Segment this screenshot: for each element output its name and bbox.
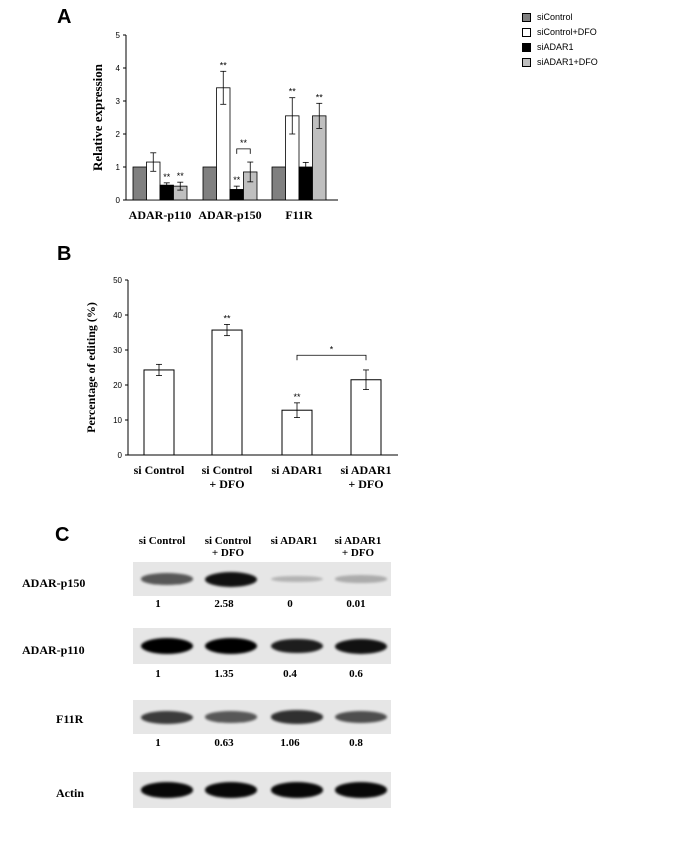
legend-label: siADAR1 — [537, 42, 574, 52]
blot-quant: 1 — [155, 668, 161, 680]
legend-label: siADAR1+DFO — [537, 57, 598, 67]
blot-band — [205, 638, 257, 654]
y-tick-label: 5 — [115, 31, 120, 40]
legend-label: siControl — [537, 12, 573, 22]
blot-band — [141, 573, 193, 585]
blot-row-label: ADAR-p110 — [22, 643, 85, 657]
significance-stars: ** — [163, 171, 171, 182]
significance-stars: ** — [315, 92, 323, 103]
y-tick-label: 3 — [115, 97, 120, 106]
blot-band — [335, 575, 387, 582]
blot-band — [335, 782, 387, 798]
y-tick-label: 50 — [113, 276, 122, 285]
y-axis-label: Relative expression — [90, 64, 105, 171]
y-tick-label: 1 — [115, 163, 120, 172]
blot-quant: 2.58 — [214, 598, 234, 610]
y-tick-label: 30 — [113, 346, 122, 355]
x-category-label: + DFO — [209, 477, 245, 491]
blot-row-label: ADAR-p150 — [22, 576, 86, 590]
y-tick-label: 2 — [115, 130, 120, 139]
blot-quant: 0.01 — [346, 598, 366, 610]
significance-stars: ** — [293, 391, 301, 402]
y-tick-label: 10 — [113, 416, 122, 425]
x-category-label: F11R — [285, 208, 313, 222]
legend-label: siControl+DFO — [537, 27, 597, 37]
blot-quant: 1.06 — [280, 737, 300, 749]
blot-band — [205, 782, 257, 798]
panel-label-c: C — [55, 524, 70, 546]
blot-band — [141, 782, 193, 798]
blot-row-label: Actin — [56, 786, 84, 800]
blot-band — [271, 782, 323, 798]
y-tick-label: 20 — [113, 381, 122, 390]
blot-band — [271, 639, 323, 654]
blot-quant: 0.4 — [283, 668, 297, 680]
x-category-label: si Control — [201, 463, 253, 477]
x-category-label: si Control — [133, 463, 185, 477]
blot-strip — [133, 700, 391, 734]
y-tick-label: 0 — [115, 196, 120, 205]
significance-stars: ** — [223, 313, 231, 324]
significance-stars: ** — [233, 175, 241, 186]
y-tick-label: 0 — [117, 451, 122, 460]
significance-stars: ** — [288, 86, 296, 97]
panel-label-a: A — [57, 6, 72, 28]
blot-strip — [133, 628, 391, 664]
panel-label-b: B — [57, 243, 72, 265]
significance-stars: ** — [239, 137, 248, 148]
y-axis-label: Percentage of editing (%) — [84, 302, 98, 433]
blot-quant: 0.6 — [349, 668, 363, 680]
blot-quant: 0 — [287, 598, 293, 610]
blot-column-header: si Control — [138, 535, 186, 547]
blot-quant: 1.35 — [214, 668, 234, 680]
blot-column-header: si ADAR1 — [270, 535, 318, 547]
blot-quant: 0.8 — [349, 737, 363, 749]
x-category-label: si ADAR1 — [271, 463, 323, 477]
blot-band — [205, 572, 257, 587]
blot-band — [205, 711, 257, 723]
blot-column-header: si Control + DFO — [204, 535, 252, 559]
blot-band — [335, 639, 387, 654]
blot-quant: 1 — [155, 737, 161, 749]
significance-stars: ** — [219, 60, 227, 71]
significance-stars: * — [329, 344, 334, 355]
blot-quant: 1 — [155, 598, 161, 610]
blot-band — [335, 711, 387, 723]
blot-band — [271, 710, 323, 724]
blot-row-label: F11R — [56, 712, 84, 726]
blot-band — [271, 576, 323, 583]
y-tick-label: 40 — [113, 311, 122, 320]
x-category-label: + DFO — [348, 477, 384, 491]
significance-stars: ** — [176, 171, 184, 182]
blot-strip — [133, 562, 391, 596]
y-tick-label: 4 — [115, 64, 120, 73]
blot-quant: 0.63 — [214, 737, 234, 749]
blot-strip — [133, 772, 391, 808]
blot-band — [141, 711, 193, 724]
blot-column-header: si ADAR1 + DFO — [334, 535, 382, 559]
blot-band — [141, 638, 193, 654]
x-category-label: ADAR-p150 — [198, 208, 262, 222]
x-category-label: si ADAR1 — [340, 463, 392, 477]
x-category-label: ADAR-p110 — [128, 208, 192, 222]
